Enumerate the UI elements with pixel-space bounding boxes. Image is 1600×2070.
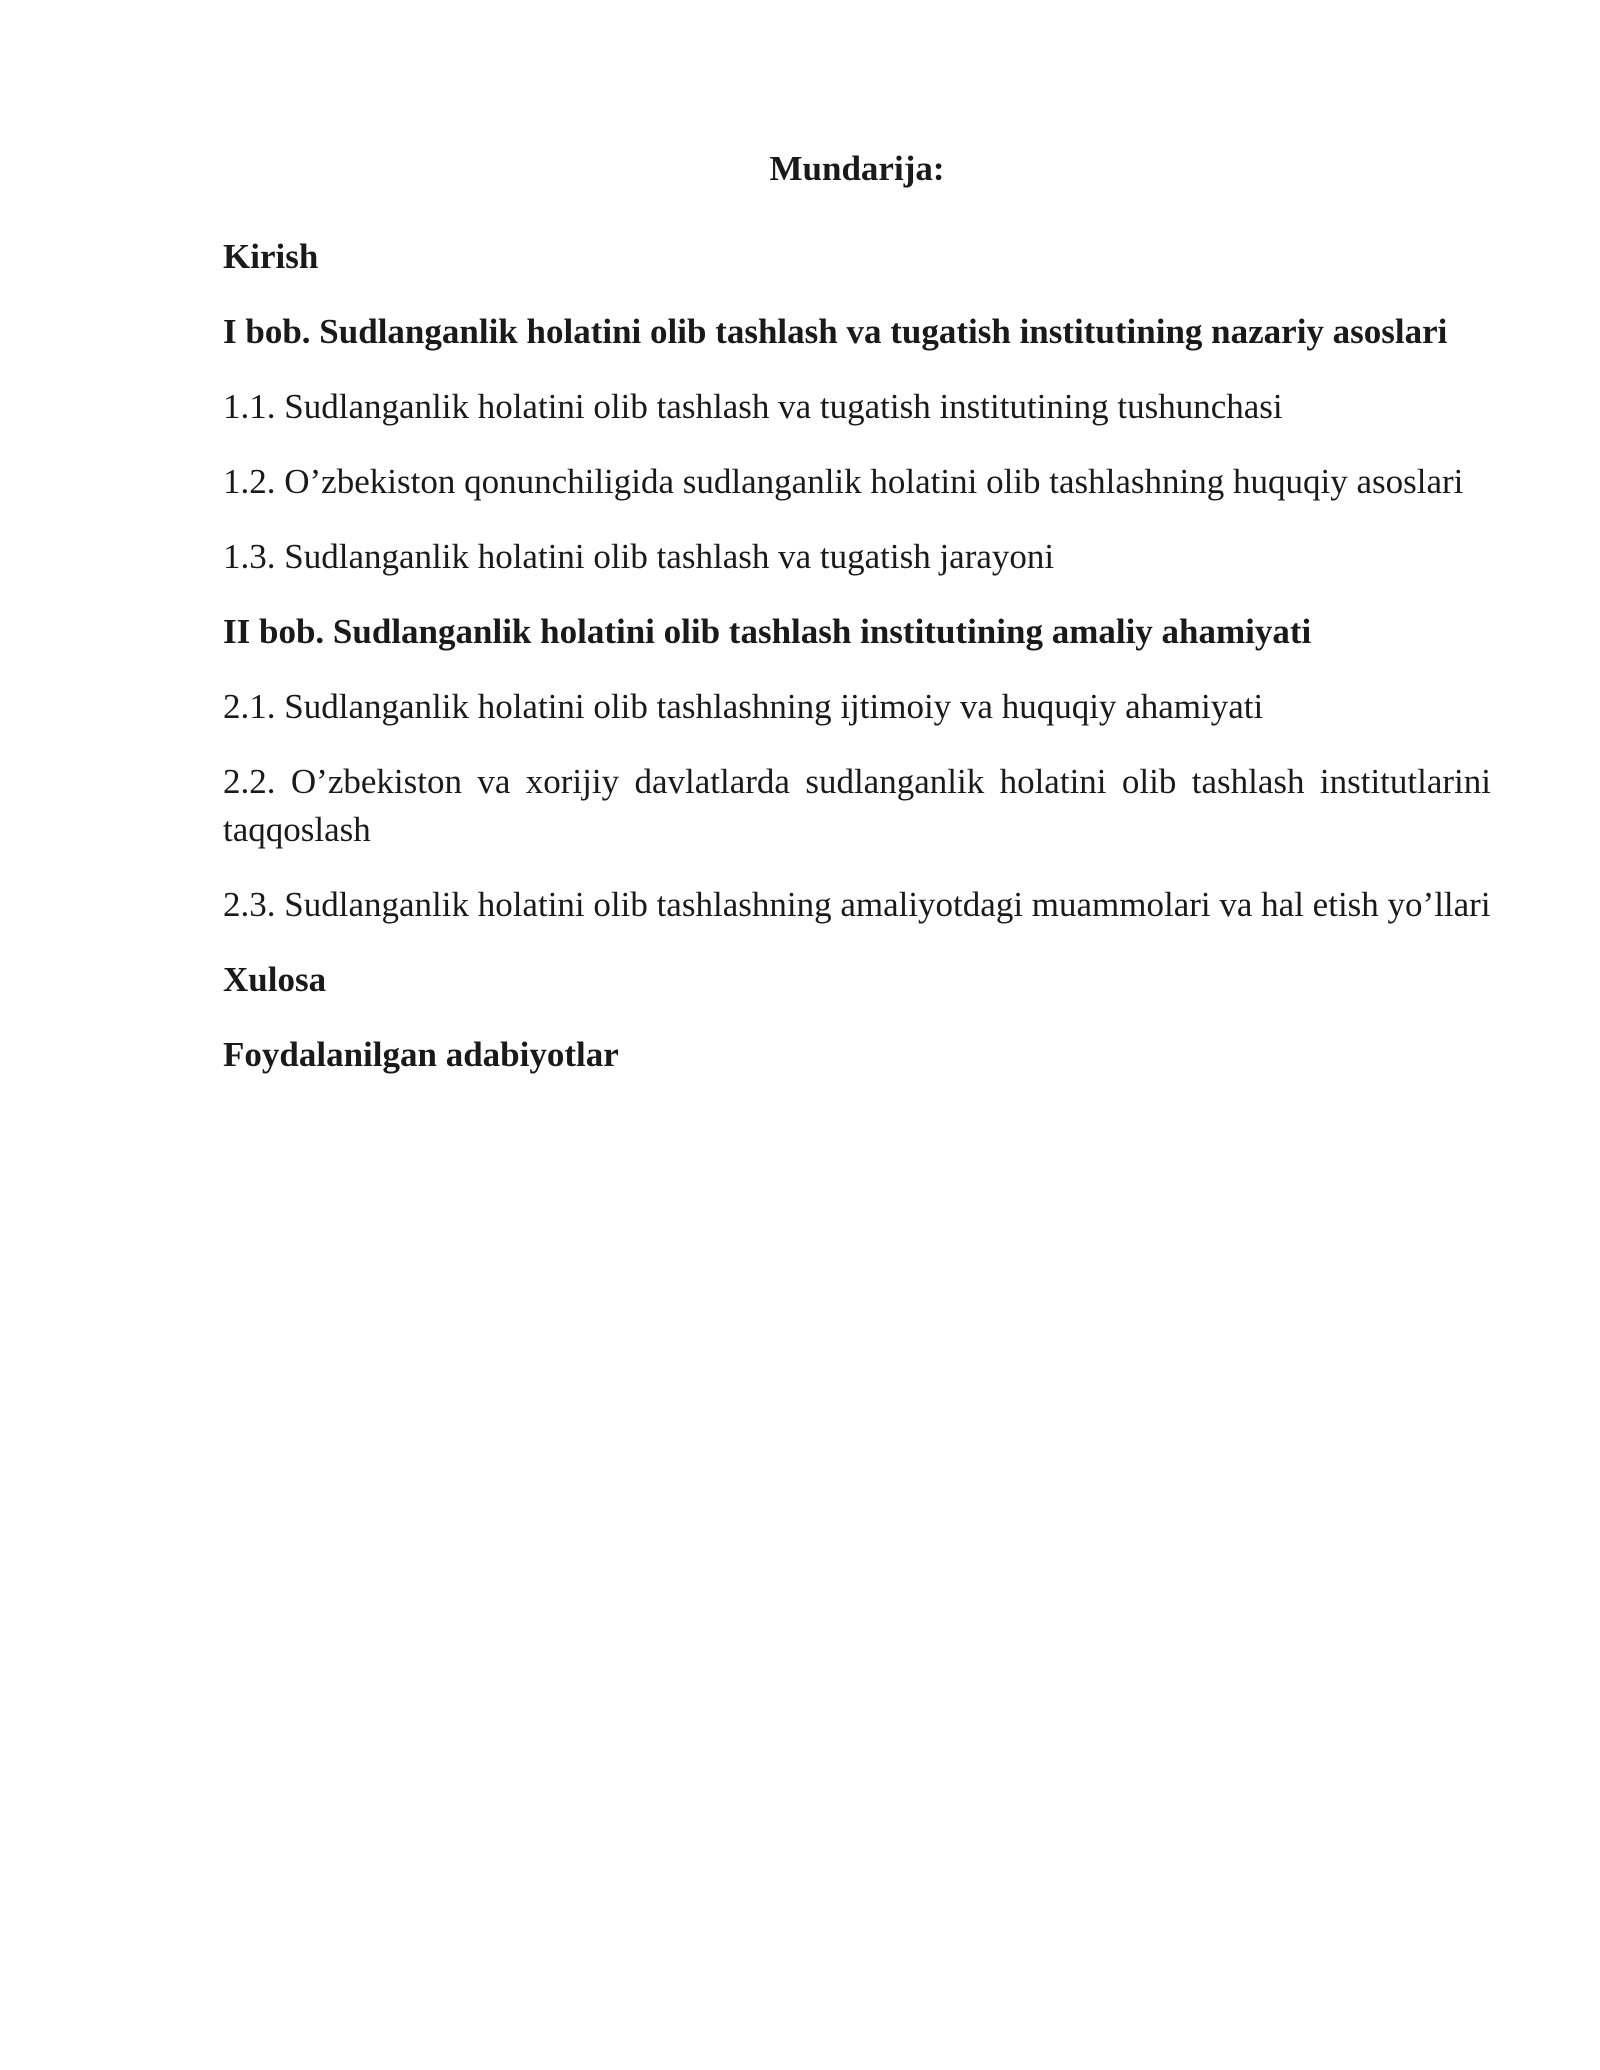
toc-entry-references: Foydalanilgan adabiyotlar (223, 1035, 619, 1074)
toc-entry-section-2-2: 2.2. O’zbekiston va xorijiy davlatlarda sudlanganlik holatini olib tashlash institutlarini taqqoslash (223, 762, 1491, 849)
toc-entry-section-1-2: 1.2. O’zbekiston qonunchiligida sudlanganlik holatini olib tashlashning huquqiy asoslari (223, 462, 1464, 501)
toc-entry-conclusion: Xulosa (223, 960, 327, 999)
table-of-contents (223, 145, 1491, 1106)
toc-entry-chapter-2: II bob. Sudlanganlik holatini olib tashlash institutining amaliy ahamiyati (223, 612, 1312, 651)
toc-title: Mundarija: (769, 149, 945, 188)
toc-entry-section-1-3: 1.3. Sudlanganlik holatini olib tashlash va tugatish jarayoni (223, 537, 1055, 576)
toc-entry-section-2-3: 2.3. Sudlanganlik holatini olib tashlashning amaliyotdagi muammolari va hal etish yo’llari (223, 885, 1491, 924)
toc-entry-introduction: Kirish (223, 237, 319, 276)
toc-entry-chapter-1: I bob. Sudlanganlik holatini olib tashlash va tugatish institutining nazariy asoslari (223, 312, 1448, 351)
toc-entry-section-2-1: 2.1. Sudlanganlik holatini olib tashlashning ijtimoiy va huquqiy ahamiyati (223, 687, 1264, 726)
toc-entry-section-1-1: 1.1. Sudlanganlik holatini olib tashlash va tugatish institutining tushunchasi (223, 387, 1283, 426)
